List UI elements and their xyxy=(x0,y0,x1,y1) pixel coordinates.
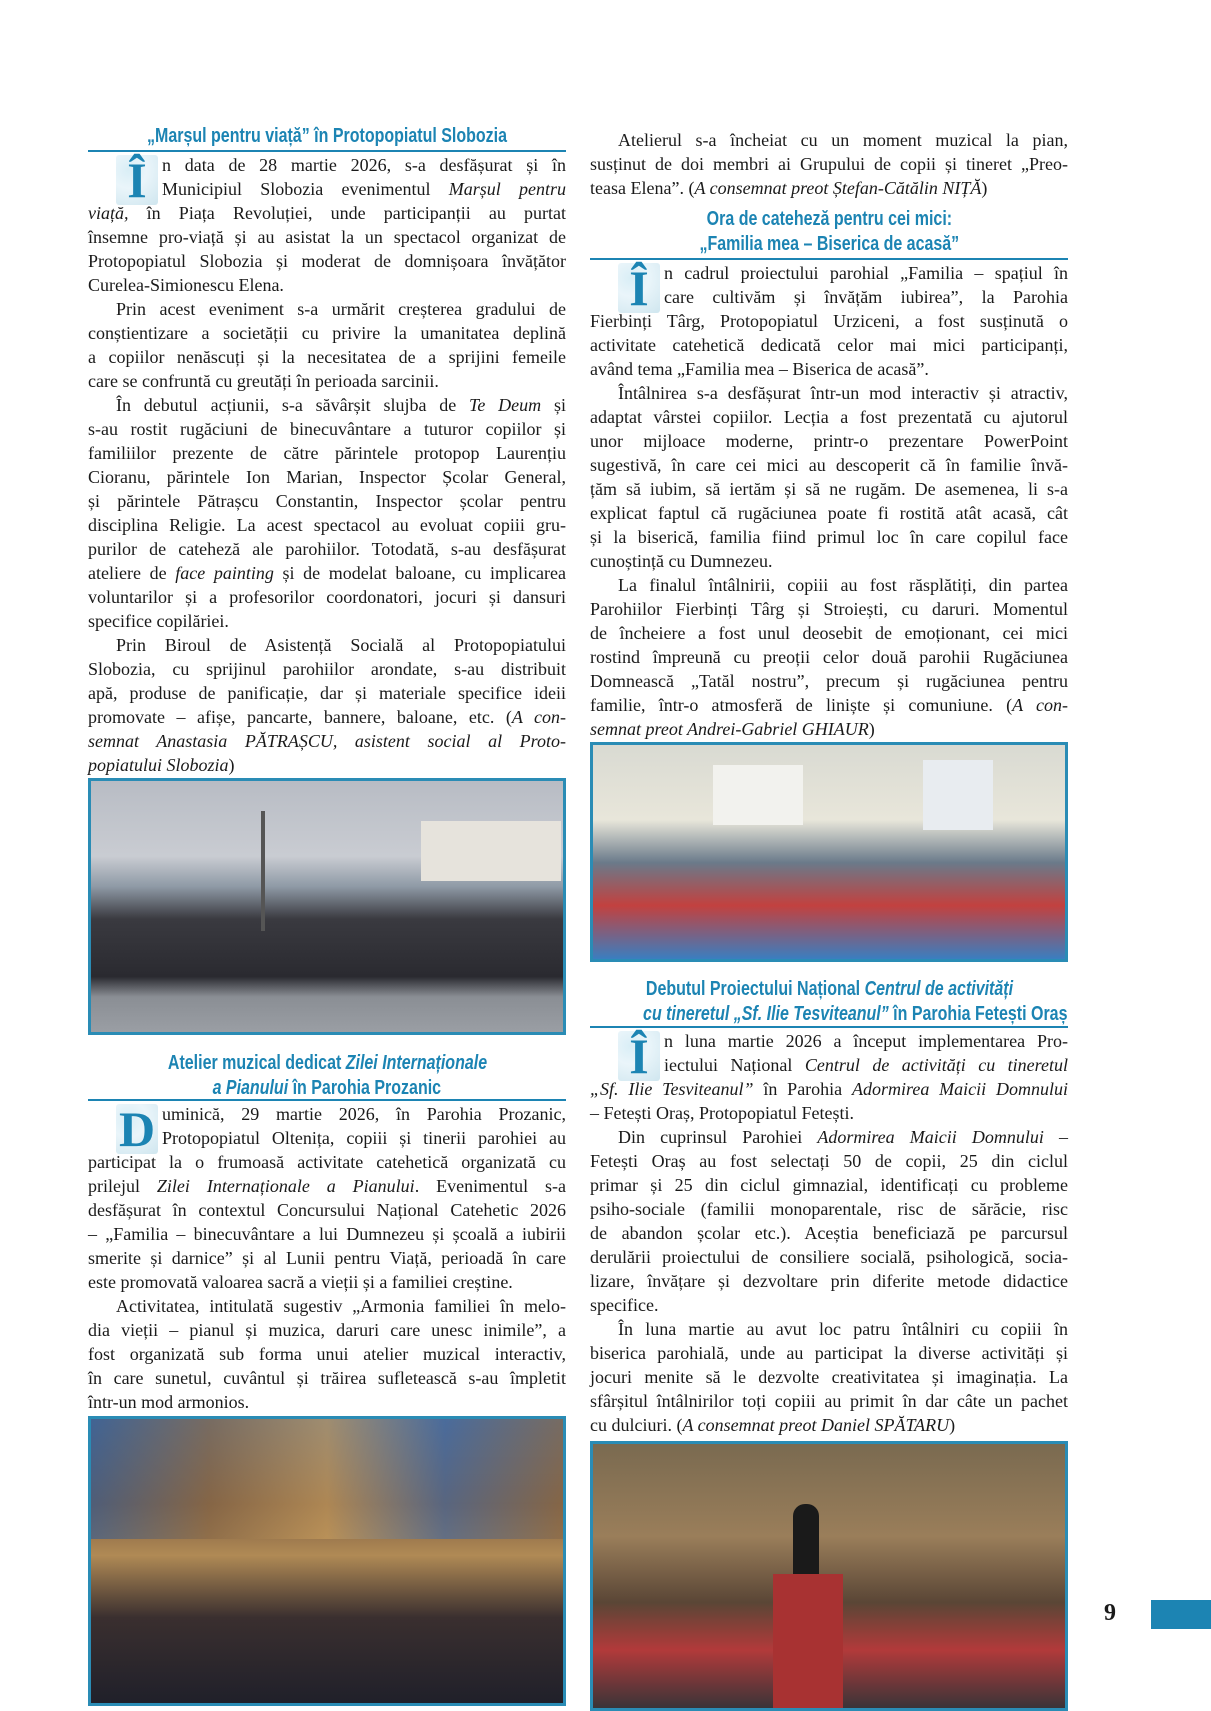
text-line xyxy=(590,1317,1068,1341)
text-line xyxy=(88,705,566,729)
text-segment: rostind împreună cu preoții celor două parohii Rugăciunea xyxy=(590,647,1068,667)
text-line xyxy=(88,321,566,345)
text-line xyxy=(590,1365,1068,1389)
text-segment: Fierbinți Târg, Protopopiatul Urziceni, a fost susținută o xyxy=(590,311,1068,331)
text-segment: voluntarilor și a profesorilor coordonatori, jocuri și dansuri xyxy=(88,587,566,607)
text-line xyxy=(590,669,1068,693)
italic-text: semnat preot Andrei-Gabriel GHIAUR xyxy=(590,719,869,739)
text-line xyxy=(88,297,566,321)
italic-text: A con- xyxy=(511,707,567,727)
red-carpet-shape xyxy=(773,1574,843,1711)
text-line xyxy=(590,1053,1068,1077)
text-line xyxy=(590,1077,1068,1101)
heading-line xyxy=(590,207,1068,232)
text-line xyxy=(88,1342,566,1366)
italic-text: Te Deum xyxy=(469,395,542,415)
italic-text: „Sf. Ilie Tesviteanul” xyxy=(590,1079,754,1099)
text-segment: Debutul Proiectului Național xyxy=(645,978,865,1000)
text-segment: smerite și darnice” și al Lunii pentru Viață, perioadă în care xyxy=(88,1248,566,1268)
text-segment: ) xyxy=(868,719,875,739)
text-segment: teasa Elena”. ( xyxy=(590,178,695,198)
text-segment: apă, produse de panificație, dar și materiale specifice ideii xyxy=(88,683,566,703)
heading-rule xyxy=(590,258,1068,260)
text-line xyxy=(88,417,566,441)
heading-text xyxy=(645,977,1012,1002)
text-segment: cunoștință cu Dumnezeu. xyxy=(590,551,773,571)
text-segment: explicat faptul că rugăciunea poate fi rostită atât acasă, cât xyxy=(590,503,1068,523)
text-line xyxy=(88,1246,566,1270)
text-segment: participat la o frumoasă activitate catehetică organizată cu xyxy=(88,1152,566,1172)
page-tab-marker xyxy=(1151,1600,1211,1629)
heading-line xyxy=(590,977,1068,1002)
heading-line xyxy=(590,232,1068,257)
text-segment: conștientizare a societății cu privire la umanitatea deplină xyxy=(88,323,566,343)
italic-text: Zilei Internaționale a Pianului xyxy=(156,1176,415,1196)
text-line xyxy=(590,477,1068,501)
text-segment: biserica parohială, unde au participat la diverse activități și xyxy=(590,1343,1068,1363)
text-segment: sfârșitul întâlnirilor toți copiii au primit în dar câte un pachet xyxy=(590,1391,1068,1411)
italic-text: viață, xyxy=(88,203,129,223)
text-line xyxy=(590,1341,1068,1365)
text-line xyxy=(88,153,566,177)
text-segment: prilejul xyxy=(88,1176,157,1196)
text-segment: promovate – afișe, pancarte, bannere, baloane, etc. ( xyxy=(88,707,512,727)
photo-church-piano-group xyxy=(88,1416,566,1706)
drop-cap: Î xyxy=(116,155,158,205)
text-line xyxy=(88,1126,566,1150)
drop-cap: D xyxy=(116,1104,158,1154)
text-line xyxy=(590,549,1068,573)
article-3-body xyxy=(590,261,1068,741)
italic-text: cu tineretul „Sf. Ilie Tesviteanul” xyxy=(643,1003,889,1025)
text-line xyxy=(590,717,1068,741)
italic-text: Adormirea Maicii Domnului xyxy=(852,1079,1068,1099)
text-segment: lizare, învățare și dezvoltare prin diferite metode didactice xyxy=(590,1271,1068,1291)
text-line xyxy=(88,345,566,369)
text-line xyxy=(590,128,1068,152)
text-line xyxy=(590,693,1068,717)
text-segment: s-au rostit rugăciuni de binecuvântare a tuturor copiilor și xyxy=(88,419,566,439)
text-segment: Activitatea, intitulată sugestiv „Armonia familiei în melo- xyxy=(116,1296,566,1316)
text-line xyxy=(590,645,1068,669)
text-segment: unor mijloace moderne, printr-o prezentare PowerPoint xyxy=(590,431,1068,451)
italic-text: Centrul de activități cu tineretul xyxy=(804,1055,1068,1075)
text-line xyxy=(590,405,1068,429)
text-segment: specifice. xyxy=(590,1295,659,1315)
heading-text xyxy=(213,1076,442,1101)
article-2-heading xyxy=(88,1051,566,1101)
text-segment: n cadrul proiectului parohial „Familia – spațiul în xyxy=(664,263,1068,283)
heading-line xyxy=(88,124,566,149)
text-segment: iectului Național xyxy=(664,1055,805,1075)
text-segment: disciplina Religie. La acest spectacol au evoluat copiii gru- xyxy=(88,515,566,535)
heading-rule xyxy=(590,1026,1068,1028)
text-segment: . Evenimentul s-a xyxy=(414,1176,567,1196)
text-line xyxy=(88,369,566,393)
text-segment: Din cuprinsul Parohiei xyxy=(618,1127,818,1147)
text-segment: însemne pro-viață și au asistat la un spectacol organizat de xyxy=(88,227,566,247)
text-line xyxy=(88,537,566,561)
text-segment: ) xyxy=(949,1415,956,1435)
italic-text: popiatului Slobozia xyxy=(88,755,229,775)
text-line xyxy=(88,177,566,201)
text-line xyxy=(88,393,566,417)
text-line xyxy=(590,453,1068,477)
window-shape xyxy=(923,760,993,830)
article-4-heading xyxy=(590,977,1068,1027)
text-segment: derulării proiectului de consiliere socială, psihologică, socia- xyxy=(590,1247,1068,1267)
text-segment: de abandon școlar etc.). Aceștia beneficiază pe parcursul xyxy=(590,1223,1068,1243)
lamp-post-shape xyxy=(261,811,265,931)
text-line xyxy=(590,309,1068,333)
heading-text xyxy=(643,1002,1067,1027)
text-segment: ateliere de xyxy=(88,563,176,583)
text-segment: în Parohia xyxy=(753,1079,853,1099)
text-segment: n data de 28 martie 2026, s-a desfășurat și în xyxy=(162,155,566,175)
text-segment: familiilor prezente de către părintele protopop Laurențiu xyxy=(88,443,566,463)
text-segment: care cultivăm și învățăm iubirea”, la Parohia xyxy=(664,287,1068,307)
article-2-continuation xyxy=(590,128,1068,200)
text-segment: Parohiilor Fierbinți Târg și Stroiești, cu daruri. Momentul xyxy=(590,599,1068,619)
text-line xyxy=(590,1101,1068,1125)
text-line xyxy=(88,657,566,681)
italic-text: A consemnat preot Ștefan-Cătălin NIȚĂ xyxy=(694,178,982,198)
text-segment: Atelierul s-a încheiat cu un moment muzical la pian, xyxy=(618,130,1068,150)
italic-text: a Pianului xyxy=(212,1077,289,1099)
text-segment: dia vieții – pianul și muzica, daruri care unesc inimile”, a xyxy=(88,1320,566,1340)
text-segment: într-un mod armonios. xyxy=(88,1392,250,1412)
text-line xyxy=(590,176,1068,200)
text-segment: activitate catehetică dedicată celor mai mici participanți, xyxy=(590,335,1068,355)
text-line xyxy=(590,285,1068,309)
text-segment: desfășurat în contextul Concursului Național Catehetic 2026 xyxy=(88,1200,566,1220)
text-line xyxy=(88,1198,566,1222)
text-segment: țăm să iubim, să iertăm și să ne rugăm. De asemenea, li s-a xyxy=(590,479,1068,499)
text-segment: având tema „Familia mea – Biserica de acasă”. xyxy=(590,359,929,379)
article-3-heading xyxy=(590,207,1068,257)
text-segment: Protopopiatul Slobozia și moderat de domnișoara învățător xyxy=(88,251,566,271)
italic-text: Adormirea Maicii Domnului – xyxy=(817,1127,1068,1147)
text-segment: și părintele Pătrașcu Constantin, Inspector școlar pentru xyxy=(88,491,566,511)
text-line xyxy=(88,513,566,537)
text-line xyxy=(88,681,566,705)
priest-figure-shape xyxy=(793,1504,819,1574)
heading-text xyxy=(706,207,951,232)
text-line xyxy=(590,1221,1068,1245)
heading-line xyxy=(88,1076,566,1101)
text-line xyxy=(88,1174,566,1198)
text-segment: sugestivă, în care cei mici au descoperit că în familie învă- xyxy=(590,455,1068,475)
heading-text xyxy=(147,124,507,149)
building-shape xyxy=(421,821,561,881)
text-line xyxy=(590,261,1068,285)
text-segment: – Fetești Oraș, Protopopiatul Fetești. xyxy=(590,1103,854,1123)
text-line xyxy=(88,1102,566,1126)
text-segment: a copiilor nenăscuți și la necesitatea de a sprijini femeile xyxy=(88,347,566,367)
text-line xyxy=(88,273,566,297)
text-segment: Întâlnirea s-a desfășurat într-un mod interactiv și atractiv, xyxy=(618,383,1068,403)
text-line xyxy=(88,585,566,609)
text-segment: care se confruntă cu greutăți în perioada sarcinii. xyxy=(88,371,439,391)
italic-text: semnat Anastasia PĂTRAȘCU, asistent social al Proto- xyxy=(88,731,566,751)
text-segment: în Parohia Prozanic xyxy=(288,1077,442,1099)
text-segment: în care sunetul, cuvântul și trăirea sufletească s-au împletit xyxy=(88,1368,566,1388)
text-line xyxy=(88,1318,566,1342)
text-segment: Prin Biroul de Asistență Socială al Protopopiatului xyxy=(116,635,566,655)
heading-rule xyxy=(88,1099,566,1101)
heading-text xyxy=(167,1051,486,1076)
text-segment: „Marșul pentru viață” în Protopopiatul Slobozia xyxy=(146,125,508,147)
text-segment: Cioranu, părintele Ion Marian, Inspector Școlar General, xyxy=(88,467,566,487)
drop-cap: Î xyxy=(618,1031,660,1081)
text-line xyxy=(590,429,1068,453)
text-line xyxy=(590,597,1068,621)
text-line xyxy=(590,357,1068,381)
heading-line xyxy=(590,1002,1068,1027)
text-segment: în Parohia Fetești Oraș xyxy=(888,1003,1068,1025)
text-segment: Ora de cateheză pentru cei mici: xyxy=(706,208,952,230)
article-1-heading xyxy=(88,124,566,149)
text-segment: purilor de cateheză ale parohiilor. Totodată, s-au desfășurat xyxy=(88,539,566,559)
text-segment: adaptat vârstei copiilor. Lecția a fost prezentată cu ajutorul xyxy=(590,407,1068,427)
text-line xyxy=(88,1366,566,1390)
photo-children-catechesis-class xyxy=(590,742,1068,962)
text-line xyxy=(88,465,566,489)
text-segment: „Familia mea – Biserica de acasă” xyxy=(699,233,959,255)
text-line xyxy=(590,1125,1068,1149)
heading-line xyxy=(88,1051,566,1076)
text-segment: Slobozia, cu sprijinul parohiilor arondate, s-au distribuit xyxy=(88,659,566,679)
text-segment: și la biserică, familia fiind primul loc în care copilul face xyxy=(590,527,1068,547)
text-segment: Atelier muzical dedicat xyxy=(167,1052,346,1074)
text-line xyxy=(590,573,1068,597)
text-segment: și xyxy=(541,395,566,415)
text-line xyxy=(590,1245,1068,1269)
text-line xyxy=(88,1390,566,1414)
text-segment: în Piața Revoluției, unde participanții au purtat xyxy=(128,203,566,223)
text-segment: La finalul întâlnirii, copiii au fost răsplătiți, din partea xyxy=(618,575,1068,595)
projection-screen-shape xyxy=(713,765,803,825)
text-segment: și de modelat baloane, cu implicarea xyxy=(273,563,567,583)
photo-march-for-life-crowd xyxy=(88,778,566,1035)
text-segment: Domnească „Tatăl nostru”, precum și rugăciunea pentru xyxy=(590,671,1068,691)
text-line xyxy=(88,249,566,273)
text-line xyxy=(88,201,566,225)
text-segment: familie, într-o atmosferă de liniște și comuniune. ( xyxy=(590,695,1013,715)
photo-church-youth-gathering xyxy=(590,1441,1068,1711)
text-segment: primar și 25 din ciclul gimnazial, identificați cu probleme xyxy=(590,1175,1068,1195)
heading-text xyxy=(699,232,959,257)
text-line xyxy=(590,1293,1068,1317)
text-segment: cu dulciuri. ( xyxy=(590,1415,683,1435)
text-line xyxy=(590,1269,1068,1293)
text-line xyxy=(590,501,1068,525)
text-line xyxy=(590,152,1068,176)
italic-text: Centrul de activități xyxy=(864,978,1013,1000)
text-segment: ) xyxy=(228,755,235,775)
text-line xyxy=(590,1029,1068,1053)
text-line xyxy=(590,621,1068,645)
text-segment: În luna martie au avut loc patru întâlniri cu copiii în xyxy=(618,1319,1068,1339)
text-segment: – „Familia – binecuvântare a lui Dumnezeu și școală a iubirii xyxy=(88,1224,566,1244)
page-number: 9 xyxy=(1104,1600,1116,1626)
text-segment: uminică, 29 martie 2026, în Parohia Prozanic, xyxy=(162,1104,566,1124)
italic-text: A consemnat preot Daniel SPĂTARU xyxy=(682,1415,950,1435)
text-line xyxy=(88,225,566,249)
text-line xyxy=(590,1389,1068,1413)
text-line xyxy=(88,561,566,585)
text-segment: fost organizată sub forma unui atelier muzical interactiv, xyxy=(88,1344,566,1364)
text-line xyxy=(88,489,566,513)
text-segment: Prin acest eveniment s-a urmărit creșterea gradului de xyxy=(116,299,566,319)
text-line xyxy=(590,1173,1068,1197)
text-segment: jocuri menite să le dezvolte creativitatea și imaginația. La xyxy=(590,1367,1068,1387)
text-line xyxy=(88,753,566,777)
text-line xyxy=(88,633,566,657)
text-segment: psiho-sociale (familii monoparentale, risc de sărăcie, risc xyxy=(590,1199,1068,1219)
text-line xyxy=(88,1150,566,1174)
italic-text: Marșul pentru xyxy=(448,179,566,199)
text-line xyxy=(590,1413,1068,1437)
text-segment: În debutul acțiunii, s-a săvârșit slujba de xyxy=(116,395,470,415)
text-segment: Fetești Oraș au fost selectați 50 de copii, 25 din ciclul xyxy=(590,1151,1068,1171)
italic-text: A con- xyxy=(1012,695,1068,715)
text-line xyxy=(590,1197,1068,1221)
text-segment: ) xyxy=(981,178,988,198)
text-segment: Curelea-Simionescu Elena. xyxy=(88,275,284,295)
text-line xyxy=(88,1294,566,1318)
text-line xyxy=(590,1149,1068,1173)
text-line xyxy=(88,1270,566,1294)
article-2-body xyxy=(88,1102,566,1414)
text-line xyxy=(88,729,566,753)
article-1-body xyxy=(88,153,566,777)
article-4-body xyxy=(590,1029,1068,1437)
text-line xyxy=(590,525,1068,549)
text-segment: susținut de doi membri ai Grupului de copii și tineret „Preo- xyxy=(590,154,1068,174)
text-segment: specifice copilăriei. xyxy=(88,611,229,631)
heading-rule xyxy=(88,150,566,152)
text-segment: Municipiul Slobozia evenimentul xyxy=(162,179,449,199)
drop-cap: Î xyxy=(618,263,660,313)
text-line xyxy=(88,441,566,465)
text-segment: de încheiere a fost unul deosebit de emoționant, cei mici xyxy=(590,623,1068,643)
italic-text: Zilei Internaționale xyxy=(345,1052,487,1074)
iconostasis-shape xyxy=(91,1419,563,1539)
text-line xyxy=(590,333,1068,357)
text-segment: Protopopiatul Oltenița, copiii și tinerii parohiei au xyxy=(162,1128,566,1148)
text-line xyxy=(88,609,566,633)
italic-text: face painting xyxy=(175,563,274,583)
text-line xyxy=(590,381,1068,405)
text-segment: n luna martie 2026 a început implementarea Pro- xyxy=(664,1031,1068,1051)
text-segment: este promovată valoarea sacră a vieții și a familiei creștine. xyxy=(88,1272,513,1292)
text-line xyxy=(88,1222,566,1246)
